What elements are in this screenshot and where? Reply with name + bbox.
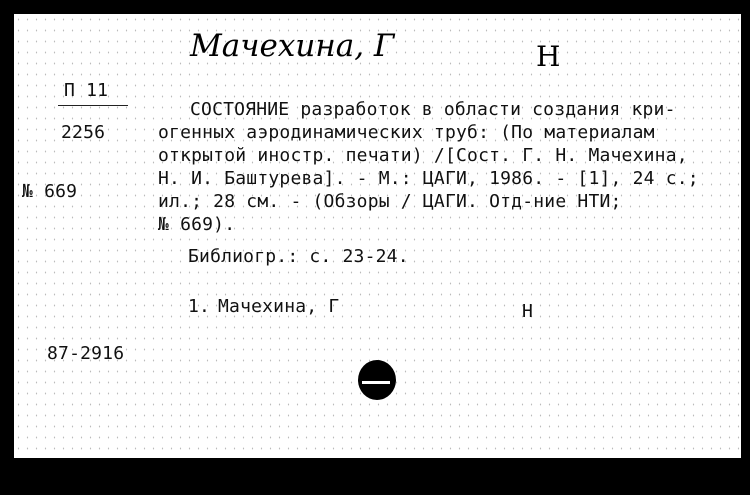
entry-line-1: СОСТОЯНИЕ разработок в области создания кри-	[190, 99, 676, 120]
entry-line-2: огенных аэродинамических труб: (По материалам	[158, 122, 655, 143]
tracing-initial: Н	[522, 301, 534, 322]
call-number: 2256	[61, 122, 106, 143]
tracing-name: Мачехина, Г	[218, 296, 340, 317]
tracing-number: 1.	[188, 296, 211, 317]
entry-line-4: Н. И. Баштурева]. - М.: ЦАГИ, 1986. - [1], 24 с.;	[158, 168, 699, 189]
handwritten-author-name: Мачехина, Г	[190, 28, 395, 64]
catalog-card	[14, 14, 741, 458]
punch-hole	[358, 360, 396, 400]
entry-line-6: № 669).	[158, 214, 236, 235]
call-number-shelf: П 11	[64, 80, 109, 101]
accession-number: 87-2916	[47, 343, 125, 364]
punch-hole-slit	[362, 381, 390, 384]
issue-number: № 669	[22, 181, 78, 202]
handwritten-initial: Н	[536, 40, 561, 73]
bibliography-note: Библиогр.: с. 23-24.	[188, 246, 409, 267]
entry-line-3: открытой иностр. печати) /[Сост. Г. Н. Мачехина,	[158, 145, 688, 166]
entry-line-5: ил.; 28 см. - (Обзоры / ЦАГИ. Отд-ние НТИ;	[158, 191, 622, 212]
call-number-divider	[58, 105, 128, 106]
